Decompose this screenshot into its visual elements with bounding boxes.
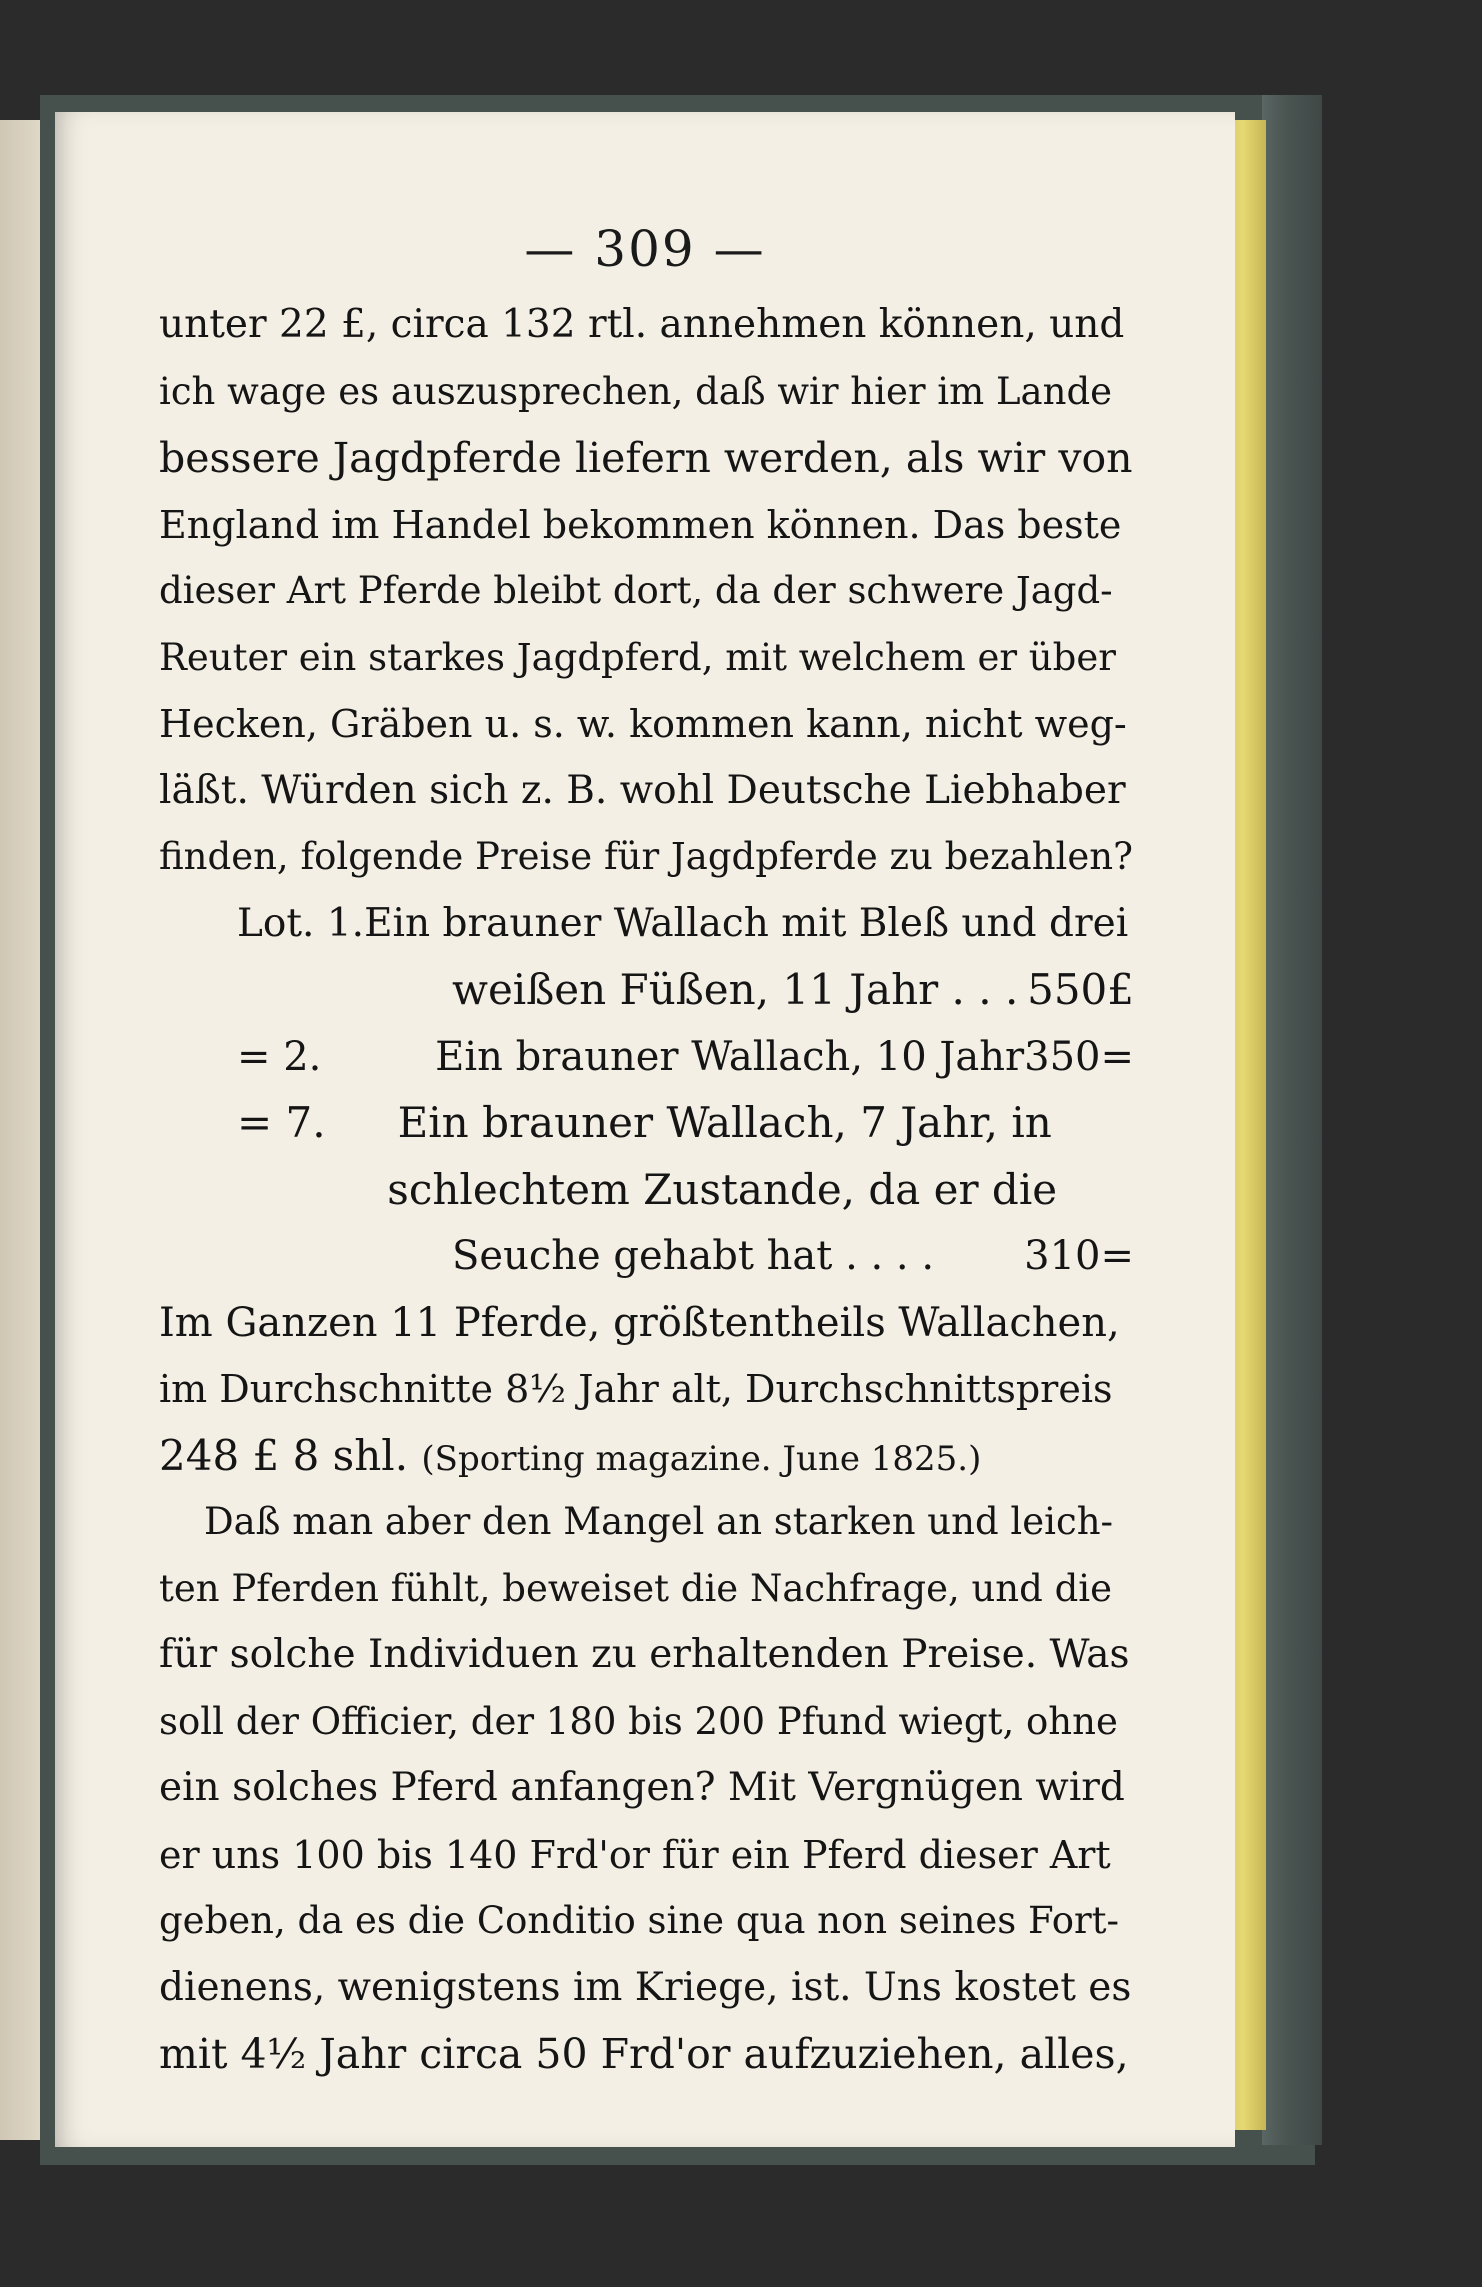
lot-description: schlechtem Zustande, da er die (387, 1164, 1058, 1214)
lot-price (1128, 891, 1134, 958)
lot-price: 350= (1024, 1033, 1134, 1080)
text-line: ten Pferden fühlt, beweiset die Nachfrage, und die (159, 1566, 1113, 1610)
book-cover-edge (1262, 95, 1322, 2145)
book-page (55, 112, 1235, 2147)
text-line: geben, da es die Conditio sine qua non seines Fort- (159, 1899, 1120, 1942)
text-line: soll der Officier, der 180 bis 200 Pfund wiegt, ohne (159, 1699, 1118, 1743)
text-line: Daß man aber den Mangel an starken und leich- (204, 1500, 1114, 1543)
text-line: dienens, wenigstens im Kriege, ist. Uns kostet es (159, 1964, 1132, 2010)
text-line: unter 22 £, circa 132 rtl. annehmen können, und (159, 302, 1125, 347)
lot-label: = 7. (237, 1098, 326, 1147)
lot-row (159, 1024, 1134, 1091)
lot-description: Ein brauner Wallach mit Bleß und drei (364, 900, 1129, 946)
text-line: mit 4½ Jahr circa 50 Frd'or aufzuziehen, alles, (159, 2030, 1129, 2078)
lot-row (159, 1223, 1134, 1290)
page-text (159, 292, 1134, 2088)
lot-row (159, 1157, 1134, 1224)
text-line (159, 1423, 1134, 1490)
text-line: ich wage es auszusprechen, daß wir hier im Lande (159, 369, 1113, 413)
text-line: dieser Art Pferde bleibt dort, da der schwere Jagd- (159, 569, 1113, 612)
summary-price: 248 £ 8 shl. (159, 1430, 409, 1480)
lot-row (159, 891, 1134, 958)
text-line: Hecken, Gräben u. s. w. kommen kann, nicht weg- (159, 702, 1127, 746)
lot-description: Seuche gehabt hat . . . . (452, 1233, 935, 1279)
lot-price (1052, 1090, 1134, 1157)
text-line: Im Ganzen 11 Pferde, größtentheils Wallachen, (159, 1299, 1120, 1346)
text-line: Reuter ein starkes Jagdpferd, mit welchem er über (159, 635, 1116, 679)
text-line: England im Handel bekommen können. Das beste (159, 502, 1122, 547)
text-line: bessere Jagdpferde liefern werden, als wir von (159, 434, 1133, 482)
lot-label (237, 1223, 452, 1290)
citation: (Sporting magazine. June 1825.) (421, 1438, 982, 1479)
lot-row (159, 1090, 1134, 1157)
text-line: im Durchschnitte 8½ Jahr alt, Durchschnittspreis (159, 1367, 1113, 1411)
text-line: für solche Individuen zu erhaltenden Preise. Was (159, 1632, 1130, 1677)
page-number: — 309 — (524, 220, 766, 278)
lot-price: 550£ (1027, 965, 1134, 1014)
lot-price (1057, 1157, 1134, 1224)
lot-label (237, 957, 452, 1024)
lot-description: weißen Füßen, 11 Jahr . . . (452, 965, 1019, 1014)
lot-description: Ein brauner Wallach, 10 Jahr (435, 1033, 1025, 1080)
lot-label: = 2. (237, 1033, 322, 1080)
lot-label (237, 1157, 387, 1224)
text-line: ein solches Pferd anfangen? Mit Vergnügen wird (159, 1765, 1125, 1810)
text-line: finden, folgende Preise für Jagdpferde zu bezahlen? (159, 835, 1133, 878)
text-line: läßt. Würden sich z. B. wohl Deutsche Liebhaber (159, 767, 1126, 813)
lot-label: Lot. 1. (237, 900, 365, 946)
text-line: er uns 100 bis 140 Frd'or für ein Pferd dieser Art (159, 1832, 1111, 1877)
lot-row (159, 957, 1134, 1024)
lot-price: 310= (1024, 1233, 1134, 1279)
lot-description: Ein brauner Wallach, 7 Jahr, in (397, 1098, 1052, 1147)
